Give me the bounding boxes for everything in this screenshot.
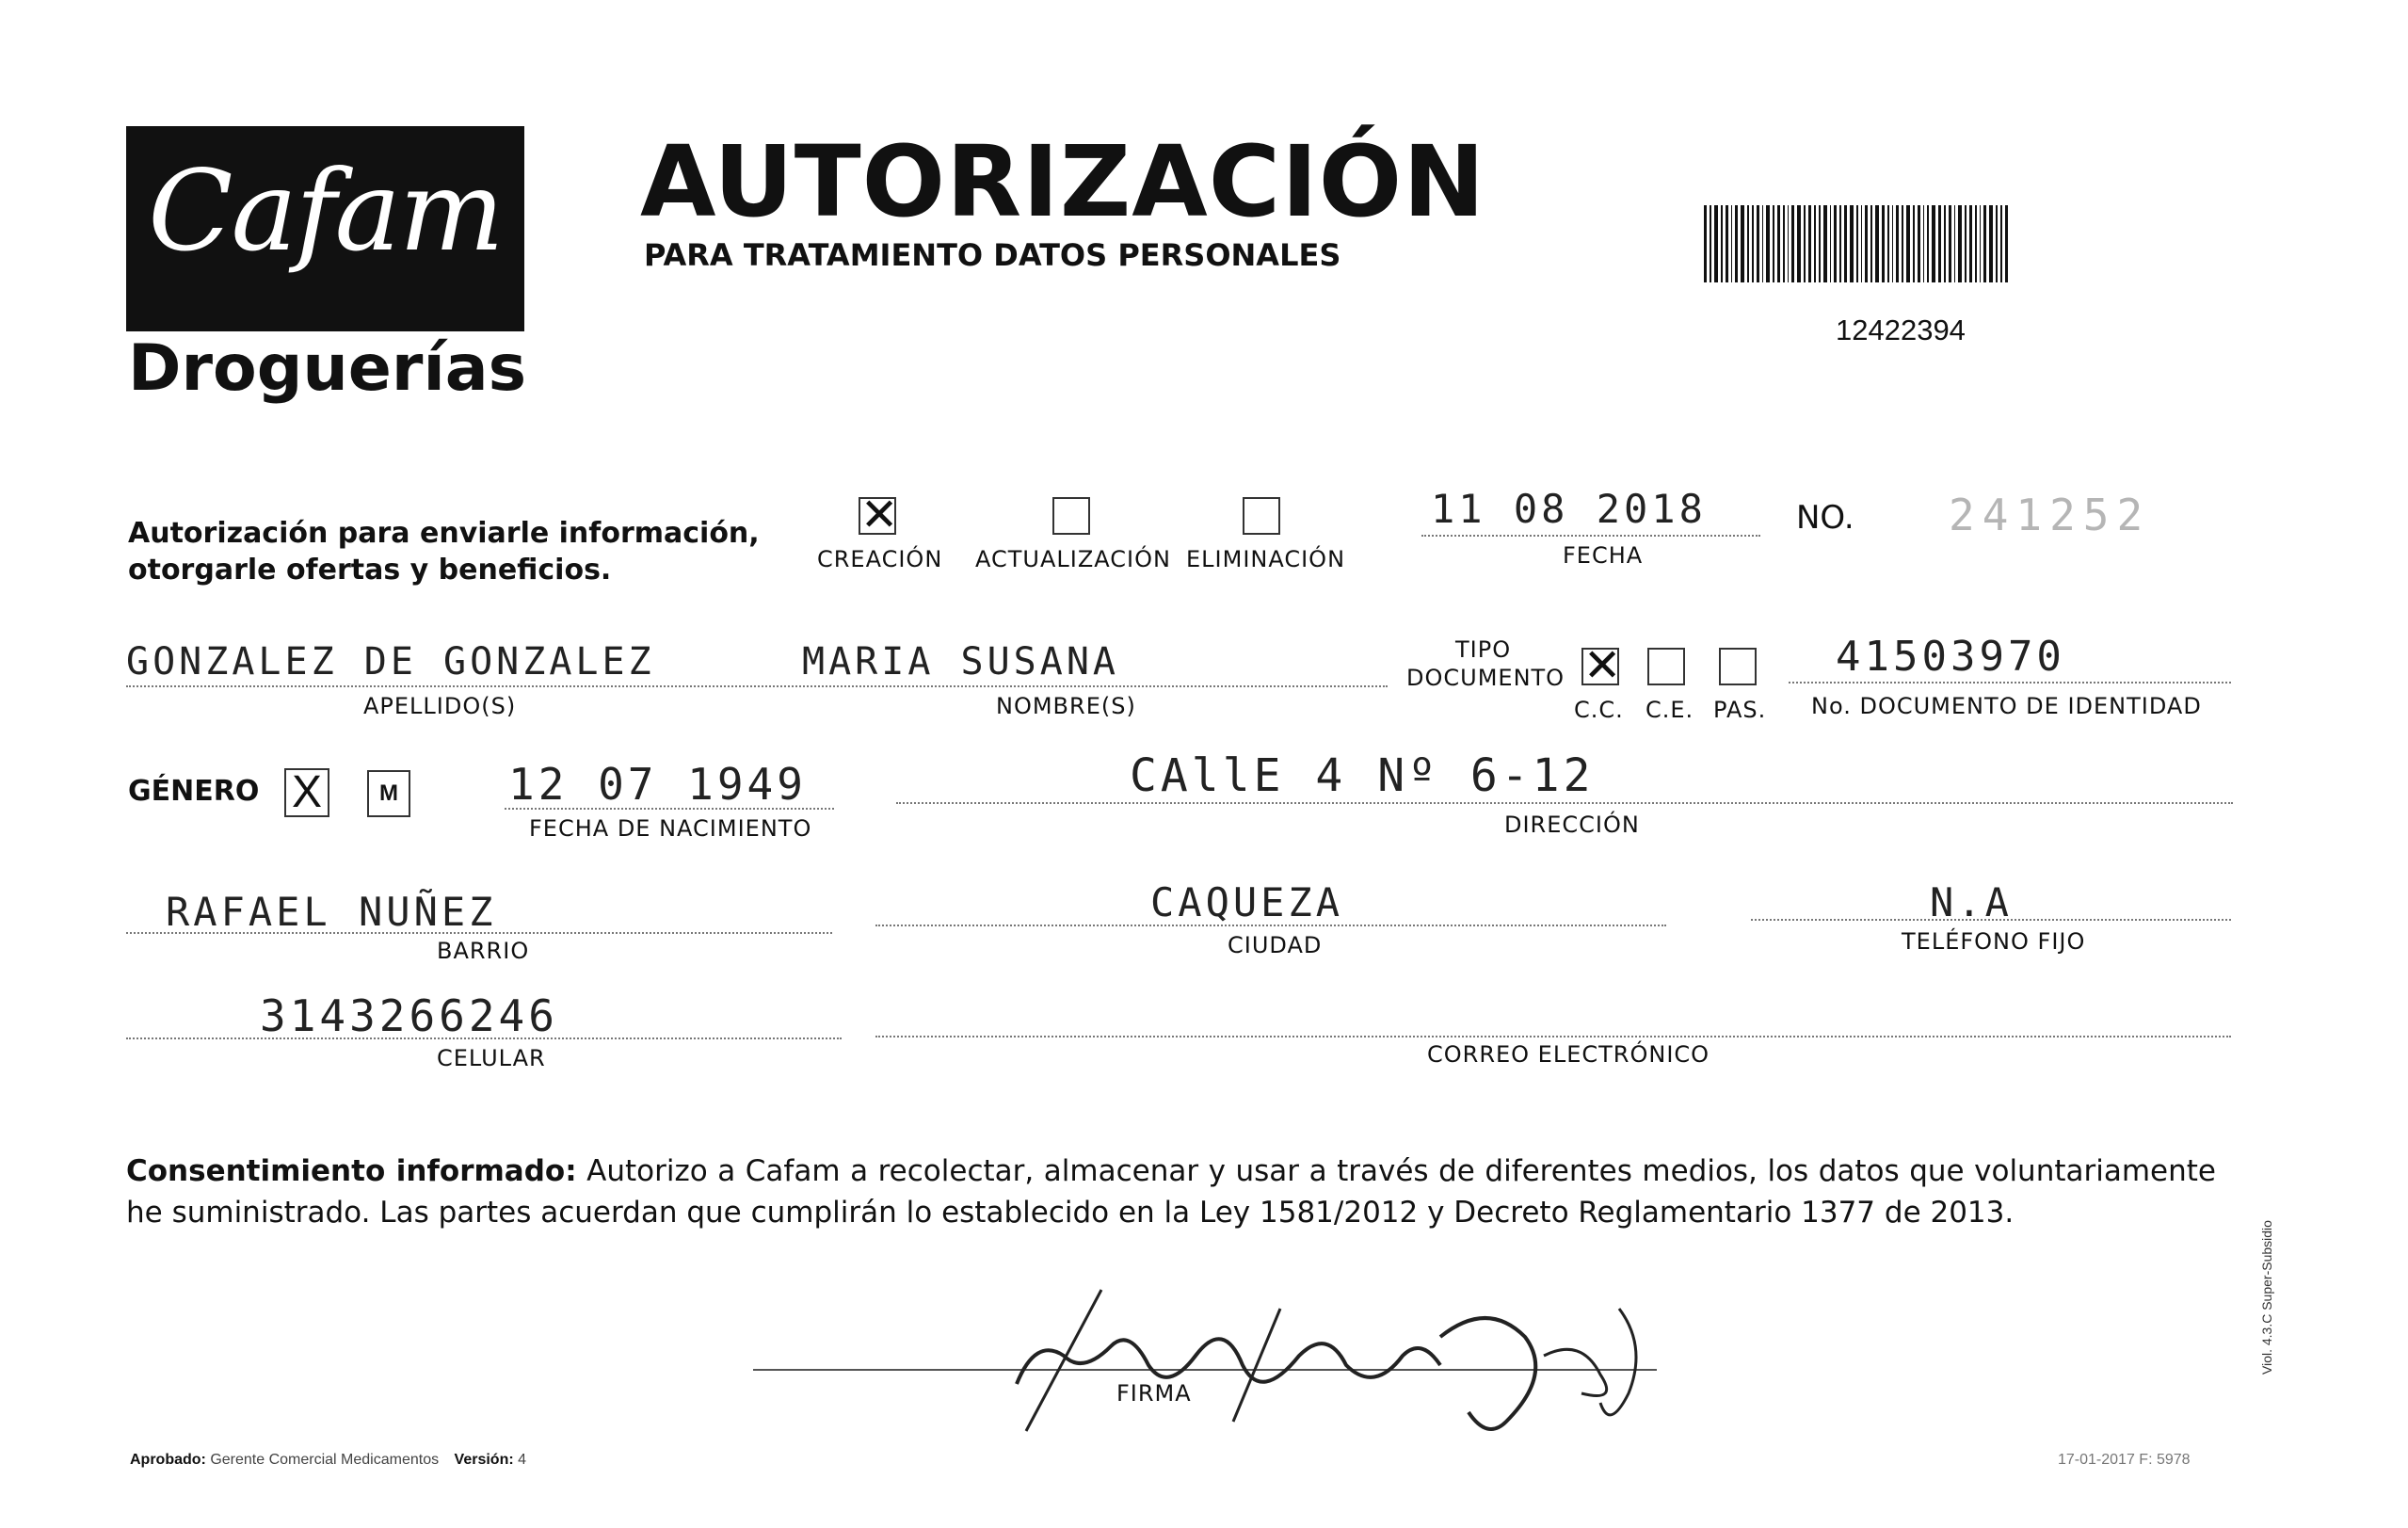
barcode-bar <box>1954 205 1955 282</box>
consent-paragraph <box>126 1150 2216 1233</box>
barcode-bar <box>1808 205 1811 282</box>
barcode-bar <box>1721 205 1723 282</box>
name-line <box>126 685 1388 687</box>
barcode-bar <box>1830 205 1831 282</box>
barcode-bar <box>1965 205 1967 282</box>
barcode-bar <box>1710 205 1711 282</box>
barcode-bar <box>1804 205 1806 282</box>
actualizacion-label: ACTUALIZACIÓN <box>975 546 1171 572</box>
barcode-bar <box>1788 205 1789 282</box>
signature-image <box>998 1280 1676 1440</box>
barcode-bar <box>1773 205 1774 282</box>
celular-line <box>126 1037 842 1039</box>
genero-label: GÉNERO <box>128 775 260 808</box>
barcode-bar <box>1735 205 1738 282</box>
documento-value: 41503970 <box>1836 633 2065 681</box>
barcode-bar <box>1747 205 1749 282</box>
barcode-bar <box>1887 205 1889 282</box>
consent-text: Autorizo a Cafam a recolectar, almacenar y usar a través de diferentes medios, los datos que voluntariamente he suministrado. Las partes acuerdan que cumplirán lo establecido en la Ley 1581/2012 y Decreto Reglamentario 1377 de 2013. <box>126 1154 2217 1230</box>
barcode-bar <box>1865 205 1868 282</box>
barcode-bar <box>2000 205 2002 282</box>
intro-line-2: otorgarle ofertas y beneficios. <box>128 554 612 587</box>
barcode-bar <box>1777 205 1780 282</box>
nacimiento-label: FECHA DE NACIMIENTO <box>529 815 812 842</box>
barcode-bar <box>1875 205 1879 282</box>
direccion-value: CAllE 4 Nº 6-12 <box>1130 749 1595 802</box>
barcode-bar <box>1996 205 1998 282</box>
barcode-bar <box>1989 205 1993 282</box>
cafam-logo <box>126 126 524 331</box>
celular-value: 3143266246 <box>260 990 558 1041</box>
firma-label: FIRMA <box>1116 1380 1192 1407</box>
celular-label: CELULAR <box>437 1045 546 1071</box>
barcode-bar <box>1757 205 1759 282</box>
barcode-bar <box>1870 205 1872 282</box>
footer-right: 17-01-2017 F: 5978 <box>2058 1452 2191 1468</box>
numero-value: 241252 <box>1949 490 2151 540</box>
barcode-bar <box>1913 205 1915 282</box>
apellidos-value: GONZALEZ DE GONZALEZ <box>126 640 655 684</box>
genero-m-label: M <box>379 780 398 806</box>
barcode-bar <box>1814 205 1816 282</box>
barcode-bar <box>1980 205 1981 282</box>
barcode-bar <box>1844 205 1847 282</box>
barcode-bar <box>1861 205 1862 282</box>
genero-m-checkbox[interactable] <box>367 770 410 817</box>
telefono-value: N.A <box>1930 879 2013 925</box>
barcode-bar <box>1975 205 1977 282</box>
barcode-bar <box>1839 205 1841 282</box>
barcode-bar <box>1949 205 1951 282</box>
correo-line <box>875 1036 2231 1037</box>
checkmark-x-icon: ✕ <box>860 491 899 540</box>
checkmark-x-icon: X <box>291 767 322 817</box>
creacion-checkbox[interactable] <box>859 491 899 540</box>
barcode-bar <box>1969 205 1972 282</box>
barcode-bar <box>1714 205 1718 282</box>
numero-label: NO. <box>1796 499 1854 537</box>
ce-label: C.E. <box>1645 697 1694 723</box>
document-subtitle: PARA TRATAMIENTO DATOS PERSONALES <box>644 237 1341 273</box>
logo-subtitle: Droguerías <box>128 331 527 406</box>
barrio-line <box>126 932 832 934</box>
barcode <box>1704 205 2085 282</box>
aprobado-label: Aprobado: <box>130 1452 206 1468</box>
side-vertical-text: Viol. 4.3.C Super-Subsidio <box>2259 1220 2274 1375</box>
cc-checkbox[interactable] <box>1581 641 1622 691</box>
ce-checkbox[interactable] <box>1647 648 1685 685</box>
barcode-bar <box>1983 205 1986 282</box>
nacimiento-value: 12 07 1949 <box>508 759 807 810</box>
barcode-number: 12422394 <box>1836 314 1966 346</box>
nombres-value: MARIA SUSANA <box>802 640 1119 684</box>
genero-f-checkbox[interactable] <box>284 768 329 817</box>
barcode-bar <box>2005 205 2008 282</box>
barrio-value: RAFAEL NUÑEZ <box>166 889 497 935</box>
version-value: 4 <box>518 1452 527 1468</box>
barcode-bar <box>1704 205 1707 282</box>
barcode-bar <box>1902 205 1903 282</box>
actualizacion-checkbox[interactable] <box>1052 497 1090 535</box>
fecha-label: FECHA <box>1563 542 1644 569</box>
cc-label: C.C. <box>1574 697 1624 723</box>
barcode-bar <box>1752 205 1754 282</box>
tipo-label-2: DOCUMENTO <box>1406 665 1565 691</box>
fecha-line <box>1421 535 1760 537</box>
nacimiento-line <box>505 808 834 810</box>
barcode-bar <box>1783 205 1785 282</box>
barcode-bar <box>1927 205 1929 282</box>
direccion-line <box>896 802 2233 804</box>
pas-label: PAS. <box>1713 697 1767 723</box>
barcode-bar <box>1762 205 1763 282</box>
aprobado-value: Gerente Comercial Medicamentos <box>210 1452 440 1468</box>
version-label: Versión: <box>454 1452 514 1468</box>
eliminacion-label: ELIMINACIÓN <box>1186 546 1346 572</box>
ciudad-label: CIUDAD <box>1228 932 1323 958</box>
barcode-bar <box>1823 205 1827 282</box>
barcode-bar <box>1958 205 1962 282</box>
barcode-bar <box>1892 205 1893 282</box>
barcode-bar <box>1766 205 1770 282</box>
barcode-bar <box>1932 205 1935 282</box>
documento-label: No. DOCUMENTO DE IDENTIDAD <box>1811 693 2202 719</box>
correo-label: CORREO ELECTRÓNICO <box>1427 1041 1710 1068</box>
barcode-bar <box>1856 205 1858 282</box>
barcode-bar <box>1741 205 1744 282</box>
eliminacion-checkbox[interactable] <box>1243 497 1280 535</box>
intro-line-1: Autorización para enviarle información, <box>128 517 760 550</box>
barcode-bar <box>1923 205 1924 282</box>
fecha-value: 11 08 2018 <box>1431 486 1707 532</box>
footer-left <box>130 1452 526 1469</box>
telefono-label: TELÉFONO FIJO <box>1902 928 2086 955</box>
barcode-bar <box>1726 205 1728 282</box>
checkmark-x-icon: ✕ <box>1583 641 1622 691</box>
logo-brand: Cafam <box>148 146 503 276</box>
tipo-label-1: TIPO <box>1455 636 1512 663</box>
creacion-label: CREACIÓN <box>817 546 943 572</box>
consent-heading: Consentimiento informado: <box>126 1154 577 1188</box>
pas-checkbox[interactable] <box>1719 648 1757 685</box>
barcode-bar <box>1906 205 1910 282</box>
ciudad-line <box>875 925 1666 926</box>
telefono-line <box>1751 919 2231 921</box>
apellidos-label: APELLIDO(S) <box>363 693 517 719</box>
barcode-bar <box>1882 205 1885 282</box>
barcode-bar <box>1896 205 1899 282</box>
barcode-bar <box>1938 205 1941 282</box>
barcode-bar <box>1850 205 1854 282</box>
direccion-label: DIRECCIÓN <box>1504 812 1640 838</box>
barcode-bar <box>1819 205 1821 282</box>
barcode-bar <box>1791 205 1794 282</box>
barrio-label: BARRIO <box>437 938 530 964</box>
barcode-bar <box>1944 205 1946 282</box>
nombres-label: NOMBRE(S) <box>996 693 1136 719</box>
barcode-bar <box>1731 205 1732 282</box>
barcode-bar <box>1834 205 1837 282</box>
barcode-bar <box>1797 205 1801 282</box>
document-title: AUTORIZACIÓN <box>640 124 1486 239</box>
barcode-bar <box>1918 205 1920 282</box>
documento-line <box>1789 682 2231 684</box>
ciudad-value: CAQUEZA <box>1150 879 1344 925</box>
